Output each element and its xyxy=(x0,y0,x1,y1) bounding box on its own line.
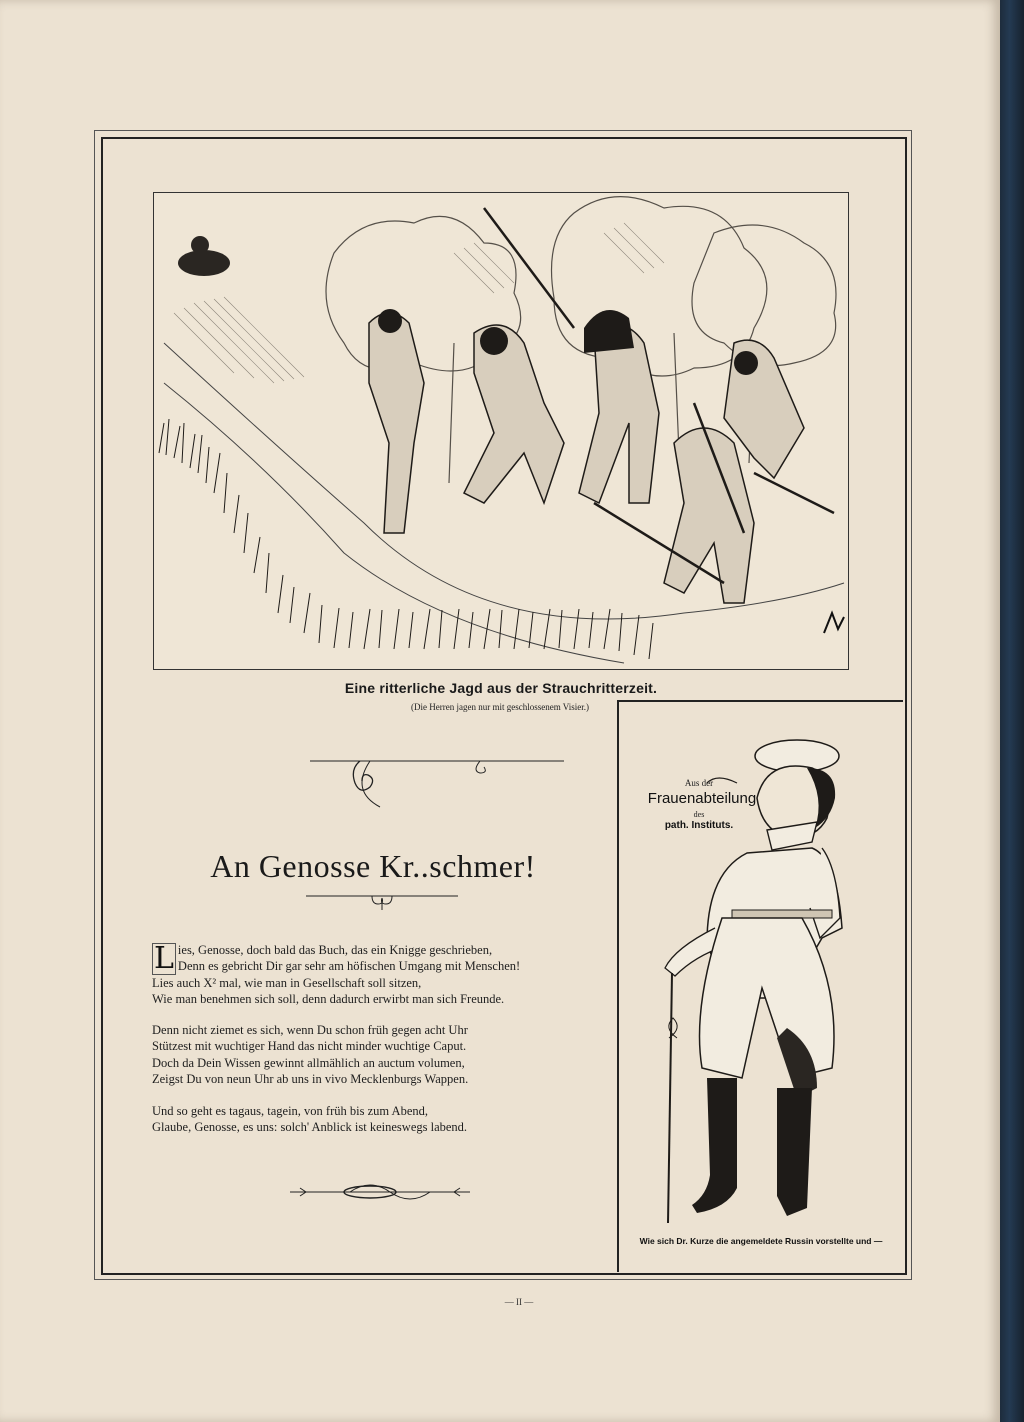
side-institute: path. Instituts. xyxy=(664,820,734,831)
page-number: — II — xyxy=(504,1297,534,1307)
side-department-title: Frauenabteilung xyxy=(647,790,757,807)
poem-line: ies, Genosse, doch bald das Buch, das ein Knigge geschrieben, xyxy=(177,943,493,957)
stanza-2 xyxy=(152,1022,612,1087)
poem-line: Lies auch X² mal, wie man in Gesellschaft soll sitzen, xyxy=(152,976,422,990)
hunt-caption: Eine ritterliche Jagd aus der Strauchritterzeit. xyxy=(344,680,658,696)
poem-line: Doch da Dein Wissen gewinnt allmählich an auctum volumen, xyxy=(152,1055,465,1070)
book-spine-edge xyxy=(1000,0,1024,1422)
scroll-ornament-top xyxy=(310,755,570,811)
knights-hunt-illustration xyxy=(153,192,849,670)
stanza-1 xyxy=(152,942,612,1008)
side-des: des xyxy=(693,810,705,819)
title-underline-ornament xyxy=(306,892,458,914)
side-aus-der: Aus der xyxy=(684,778,714,788)
stanza-3 xyxy=(152,1103,612,1136)
hunt-subcaption: (Die Herren jagen nur mit geschlossenem Visier.) xyxy=(411,702,589,712)
poem-line: Zeigst Du von neun Uhr ab uns in vivo Mecklenburgs Wappen. xyxy=(152,1071,469,1086)
poem-line: Stützest mit wuchtiger Hand das nicht minder wuchtige Caput. xyxy=(152,1039,467,1054)
poem-line: Denn es gebricht Dir gar sehr am höfischen Umgang mit Menschen! xyxy=(177,959,521,974)
poem-line: Denn nicht ziemet es sich, wenn Du schon früh gegen acht Uhr xyxy=(152,1023,468,1037)
drop-cap: L xyxy=(154,941,174,976)
poem-title: An Genosse Kr..schmer! xyxy=(210,848,536,884)
poem-line: Glaube, Genosse, es uns: solch' Anblick ist keineswegs labend. xyxy=(152,1120,468,1135)
poem-line: Und so geht es tagaus, tagein, von früh bis zum Abend, xyxy=(152,1104,428,1118)
scroll-ornament-bottom xyxy=(290,1180,470,1206)
woman-illustration xyxy=(637,738,857,1228)
woman-caption: Wie sich Dr. Kurze die angemeldete Russin vorstellte und — xyxy=(639,1236,883,1246)
poem-line: Wie man benehmen sich soll, denn dadurch erwirbt man sich Freunde. xyxy=(152,992,505,1007)
